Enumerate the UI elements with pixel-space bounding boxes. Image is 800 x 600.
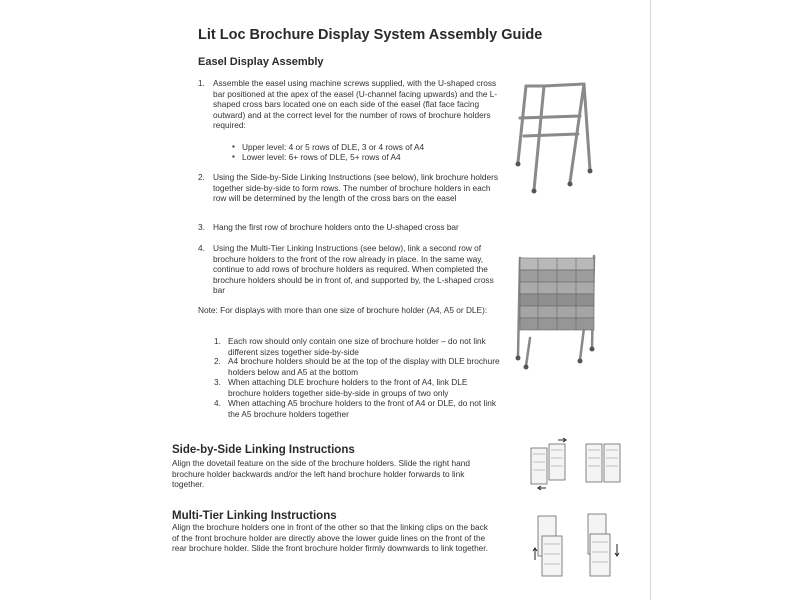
- step-text: Assemble the easel using machine screws supplied, with the U-shaped cross bar positioned at the apex of the easel (U-channel facing upwards) and the L-shaped cross bars located one on each side of the easel (flat face facing outward) and at the correct level for the number of rows of brochure holders required:: [213, 78, 498, 130]
- document-page: [150, 0, 651, 600]
- section-heading-side-by-side: Side-by-Side Linking Instructions: [172, 444, 355, 456]
- section-heading-multi-tier: Multi-Tier Linking Instructions: [172, 510, 337, 522]
- multi-tier-diagram: [532, 510, 624, 580]
- side-by-side-diagram: [528, 440, 628, 492]
- bullet-item: ▪ Lower level: 6+ rows of DLE, 5+ rows of A4: [242, 152, 401, 162]
- easel-frame-illustration: [512, 78, 594, 194]
- note-item-number: 3.: [214, 377, 221, 387]
- step-text: Hang the first row of brochure holders onto the U-shaped cross bar: [213, 222, 459, 232]
- document-title: Lit Loc Brochure Display System Assembly Guide: [198, 27, 543, 43]
- bullet-item: ▪ Upper level: 4 or 5 rows of DLE, 3 or 4 rows of A4: [242, 142, 424, 152]
- loaded-easel-illustration: [514, 248, 602, 372]
- note-text: Note: For displays with more than one size of brochure holder (A4, A5 or DLE):: [198, 305, 488, 315]
- step-text: Using the Multi-Tier Linking Instructions (see below), link a second row of brochure holders to the front of the row already in place. In the same way, continue to add rows of brochure holders as required. When completed the brochure holders should be in front of, and supported by, the L-shaped cross bar: [213, 243, 494, 295]
- note-item-text: A4 brochure holders should be at the top of the display with DLE brochure holders below and A5 at the bottom: [228, 356, 500, 377]
- section-text-multi-tier: Align the brochure holders one in front of the other so that the linking clips on the back of the front brochure holder are directly above the lower guide lines on the front of the rear brochure holder. Slide the front brochure holder firmly downwards to link together.: [172, 522, 488, 553]
- note-item-text: Each row should only contain one size of brochure holder – do not link different sizes together side-by-side: [228, 336, 486, 357]
- section-heading-easel: Easel Display Assembly: [198, 56, 324, 68]
- note-item-text: When attaching DLE brochure holders to the front of A4, link DLE brochure holders together side-by-side in groups of two only: [228, 377, 468, 398]
- step-number: 4.: [198, 243, 205, 253]
- step-number: 1.: [198, 78, 205, 88]
- note-item-number: 1.: [214, 336, 221, 346]
- note-item-text: When attaching A5 brochure holders to the front of A4 or DLE, do not link the A5 brochure holders together: [228, 398, 496, 419]
- note-item-number: 4.: [214, 398, 221, 408]
- step-text: Using the Side-by-Side Linking Instructions (see below), link brochure holders together side-by-side to form rows. The number of brochure holders in each row will be determined by the length of the cross bars on the easel: [213, 172, 499, 203]
- step-number: 3.: [198, 222, 205, 232]
- section-text-side-by-side: Align the dovetail feature on the side of the brochure holders. Slide the right hand brochure holder backwards and/or the left hand brochure holder forwards to link together.: [172, 458, 470, 489]
- note-item-number: 2.: [214, 356, 221, 366]
- step-number: 2.: [198, 172, 205, 182]
